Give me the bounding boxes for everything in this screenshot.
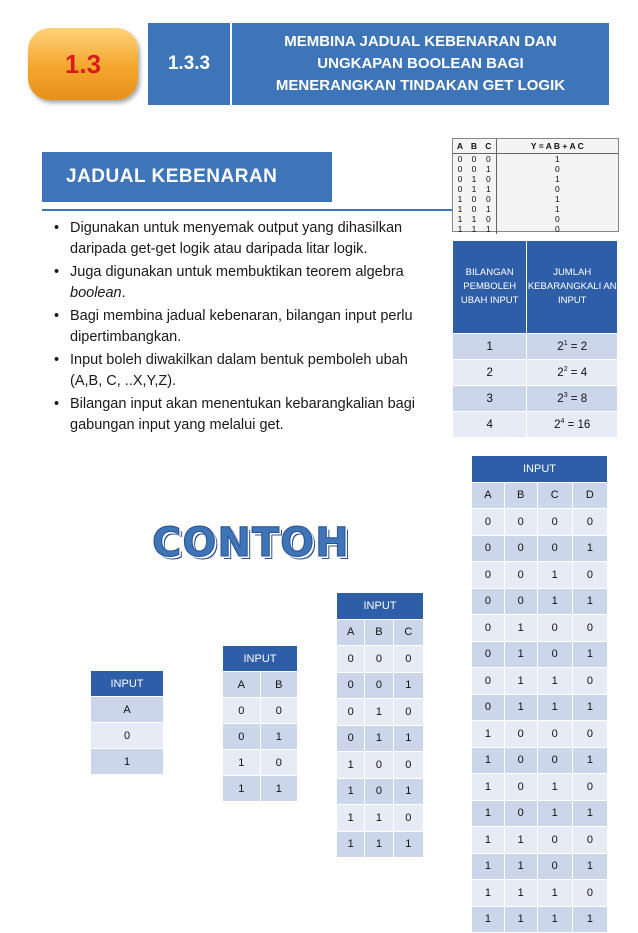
column-header: C <box>537 482 572 509</box>
table-cell: 1 <box>365 699 393 726</box>
table-row <box>453 224 618 234</box>
table-cell: 1 <box>504 853 537 880</box>
table-cell: 1 <box>472 774 505 801</box>
table-row <box>472 694 608 721</box>
table-row <box>472 853 608 880</box>
table-cell: 1 <box>337 752 365 779</box>
header-row <box>472 482 608 509</box>
table-cell: 1 <box>91 749 164 775</box>
header-row <box>223 672 298 698</box>
table-cell: 0 <box>481 154 496 165</box>
table-cell: 0 <box>537 827 572 854</box>
table-cell: 0 <box>260 750 298 776</box>
table-cell: 1 <box>337 831 365 858</box>
table-cell: 3 <box>453 386 527 412</box>
table-cell: 0 <box>537 509 572 536</box>
table-row <box>453 214 618 224</box>
table-cell: 0 <box>537 747 572 774</box>
table-row <box>472 641 608 668</box>
bullet-item <box>54 350 444 392</box>
table-cell: 0 <box>554 184 560 194</box>
table-cell: 0 <box>537 853 572 880</box>
table-cell: 1 <box>365 831 393 858</box>
table-cell: 1 <box>554 204 560 214</box>
table-cell: 0 <box>504 562 537 589</box>
table-title: INPUT <box>91 671 164 697</box>
table-cell: 0 <box>472 509 505 536</box>
table-title: INPUT <box>337 593 424 620</box>
table-cell: 0 <box>91 723 164 749</box>
table-cell: 1 <box>537 774 572 801</box>
table-row <box>223 750 298 776</box>
table-cell: 0 <box>572 721 607 748</box>
table-cell: 0 <box>554 214 560 224</box>
table-row <box>453 334 618 360</box>
table-cell: 0 <box>457 164 463 174</box>
table-cell: 0 <box>337 646 365 673</box>
column-header: B <box>260 672 298 698</box>
table-cell: 1 <box>457 204 463 214</box>
table-cell: 1 <box>572 906 607 933</box>
table-cell: 1 <box>472 747 505 774</box>
table-row <box>337 646 424 673</box>
table-cell: 1 <box>472 800 505 827</box>
table-cell: 1 <box>337 778 365 805</box>
table-cell: 1 <box>223 750 261 776</box>
table-cell: 1 <box>537 588 572 615</box>
table-cell: 1 <box>393 672 423 699</box>
table-cell: 1 <box>481 224 496 234</box>
input-table-2 <box>222 645 298 802</box>
table-row <box>453 174 618 184</box>
table-cell: 0 <box>223 698 261 724</box>
table-cell: 1 <box>504 906 537 933</box>
title-line: MENERANGKAN TINDAKAN GET LOGIK <box>275 77 566 94</box>
table-cell: 0 <box>393 646 423 673</box>
column-header: C <box>393 619 423 646</box>
table-cell: 0 <box>223 724 261 750</box>
column-header: A <box>91 697 164 723</box>
table-cell: 0 <box>572 509 607 536</box>
table-cell: 0 <box>337 725 365 752</box>
table-cell: 1 <box>572 535 607 562</box>
table-cell: 1 <box>393 831 423 858</box>
table-cell: 1 <box>457 224 463 234</box>
table-cell: 0 <box>337 672 365 699</box>
table-cell: 0 <box>365 752 393 779</box>
table-row <box>453 184 618 194</box>
table-cell: 0 <box>572 774 607 801</box>
table-cell: 1 <box>572 853 607 880</box>
table-cell: 0 <box>457 154 463 164</box>
table-cell: 0 <box>537 615 572 642</box>
table-cell: 1 <box>572 641 607 668</box>
table-cell: 0 <box>393 699 423 726</box>
table-row <box>337 699 424 726</box>
table-cell: 1 <box>572 747 607 774</box>
table-cell: 1 <box>393 725 423 752</box>
table-cell: 0 <box>471 204 477 214</box>
table-row <box>337 725 424 752</box>
table-cell: 1 <box>337 805 365 832</box>
heading-text: JADUAL KEBENARAN <box>66 166 278 187</box>
table-cell: 0 <box>365 778 393 805</box>
table-cell: 0 <box>365 672 393 699</box>
title-row <box>91 671 164 697</box>
title-row <box>223 646 298 672</box>
column-header: A <box>453 139 467 154</box>
table-cell: 0 <box>472 562 505 589</box>
table-cell: 0 <box>504 747 537 774</box>
column-header: A <box>472 482 505 509</box>
table-cell: 0 <box>393 805 423 832</box>
table-cell: 0 <box>337 699 365 726</box>
table-cell: 0 <box>504 535 537 562</box>
table-cell: 0 <box>537 721 572 748</box>
table-row <box>472 827 608 854</box>
table-row <box>472 774 608 801</box>
table-cell: 0 <box>572 668 607 695</box>
table-cell: 0 <box>260 698 298 724</box>
input-table-3 <box>336 592 424 858</box>
input-table-4 <box>471 455 608 933</box>
table-cell: 1 <box>481 164 496 174</box>
input-table-1 <box>90 670 164 775</box>
header-row <box>337 619 424 646</box>
table-row <box>472 615 608 642</box>
table-row <box>453 360 618 386</box>
title-line: MEMBINA JADUAL KEBENARAN DAN <box>284 33 557 50</box>
table-cell: 1 <box>260 776 298 802</box>
bullet-text: Bagi membina jadual kebenaran, bilangan input perlu dipertimbangkan. <box>70 308 413 345</box>
column-header: C <box>481 139 496 154</box>
table-cell: 1 <box>537 800 572 827</box>
header-row <box>91 697 164 723</box>
table-cell: 0 <box>504 588 537 615</box>
bullet-item <box>54 394 444 436</box>
table-cell: 1 <box>572 588 607 615</box>
table-cell: 1 <box>472 880 505 907</box>
column-header: BILANGAN PEMBOLEH UBAH INPUT <box>453 241 527 334</box>
bullet-text: Digunakan untuk menyemak output yang dihasilkan daripada get-get logik atau daripada litar logik. <box>70 220 403 257</box>
bullet-text: Bilangan input akan menentukan kebarangkalian bagi gabungan input yang melalui get. <box>70 396 416 433</box>
table-row <box>91 749 164 775</box>
table-cell: $2^3 = 8$ <box>527 386 618 412</box>
table-row <box>223 698 298 724</box>
exponent: 1 <box>563 340 568 348</box>
bullet-text: Input boleh diwakilkan dalam bentuk pemboleh ubah (A,B, C, ..X,Y,Z). <box>70 352 408 389</box>
table-cell: 0 <box>504 800 537 827</box>
table-cell: 1 <box>471 214 477 224</box>
table-title: INPUT <box>223 646 298 672</box>
table-row <box>472 562 608 589</box>
table-cell: 1 <box>481 204 496 214</box>
table-title: INPUT <box>472 456 608 483</box>
table-cell: 4 <box>453 412 527 438</box>
table-row <box>91 723 164 749</box>
table-row <box>472 906 608 933</box>
table-row <box>223 776 298 802</box>
table-cell: 0 <box>393 752 423 779</box>
section-number: 1.3.3 <box>167 53 211 74</box>
table-cell: 0 <box>471 164 477 174</box>
table-cell: 1 <box>472 853 505 880</box>
table-cell: 1 <box>504 668 537 695</box>
table-cell: 1 <box>554 154 560 164</box>
table-cell: 0 <box>572 880 607 907</box>
table-cell: 1 <box>471 174 477 184</box>
column-header: D <box>572 482 607 509</box>
table-row <box>337 778 424 805</box>
chapter-number: 1.3 <box>64 48 102 79</box>
truth-table-image <box>452 138 619 232</box>
column-header: B <box>467 139 481 154</box>
bullet-text: Juga digunakan untuk membuktikan teorem algebra boolean. <box>70 264 404 301</box>
table-cell: 1 <box>537 880 572 907</box>
column-header: B <box>504 482 537 509</box>
table-cell: 0 <box>554 164 560 174</box>
table-cell: 0 <box>572 615 607 642</box>
section-number-box <box>148 23 230 105</box>
table-row <box>472 747 608 774</box>
table-cell: $2^4 = 16$ <box>527 412 618 438</box>
column-header: A <box>337 619 365 646</box>
table-row <box>453 194 618 204</box>
section-title-box <box>232 23 609 105</box>
table-cell: 1 <box>504 641 537 668</box>
table-cell: 1 <box>537 562 572 589</box>
table-row <box>337 752 424 779</box>
table-cell: 0 <box>504 774 537 801</box>
table-cell: 1 <box>453 334 527 360</box>
column-header: A <box>223 672 261 698</box>
table-row <box>453 204 618 214</box>
exponent: 4 <box>560 418 565 426</box>
example-heading: CONTOH <box>152 520 350 566</box>
table-cell: 1 <box>393 778 423 805</box>
table-cell: 1 <box>365 725 393 752</box>
table-row <box>472 880 608 907</box>
table-cell: 0 <box>504 721 537 748</box>
bullet-item <box>54 306 444 348</box>
bullet-item <box>54 262 444 304</box>
bullet-item <box>54 218 444 260</box>
table-cell: 0 <box>472 535 505 562</box>
divider <box>42 209 452 211</box>
table-cell: 0 <box>481 214 496 224</box>
chapter-badge <box>28 28 138 100</box>
table-cell: 0 <box>457 184 463 194</box>
table-cell: 0 <box>481 174 496 184</box>
table-row <box>337 805 424 832</box>
table-cell: 2 <box>453 360 527 386</box>
table-cell: 1 <box>472 906 505 933</box>
truth-table-example <box>453 139 618 234</box>
table-cell: 0 <box>572 827 607 854</box>
bullet-list <box>54 218 444 438</box>
table-cell: 0 <box>471 154 477 164</box>
table-cell: 0 <box>481 194 496 204</box>
table-cell: 0 <box>457 174 463 184</box>
table-row <box>223 724 298 750</box>
table-row <box>472 588 608 615</box>
table-cell: 1 <box>457 214 463 224</box>
table-cell: 1 <box>457 194 463 204</box>
table-cell: 1 <box>572 694 607 721</box>
table-row <box>472 509 608 536</box>
table-row <box>453 154 618 165</box>
table-cell: 1 <box>537 668 572 695</box>
table-row <box>337 672 424 699</box>
table-row <box>453 164 618 174</box>
table-cell: 1 <box>504 615 537 642</box>
table-cell: 0 <box>472 668 505 695</box>
table-cell: 1 <box>472 721 505 748</box>
table-cell: 0 <box>572 562 607 589</box>
table-cell: 0 <box>472 694 505 721</box>
table-row <box>472 721 608 748</box>
title-row <box>472 456 608 483</box>
table-cell: 1 <box>504 827 537 854</box>
table-cell: 1 <box>537 694 572 721</box>
table-cell: 0 <box>472 615 505 642</box>
table-cell: 1 <box>554 194 560 204</box>
exponent: 3 <box>563 392 568 400</box>
table-row <box>453 386 618 412</box>
exponent: 2 <box>563 366 568 374</box>
table-cell: 1 <box>365 805 393 832</box>
header-row <box>453 139 618 154</box>
table-cell: 1 <box>223 776 261 802</box>
column-header: B <box>365 619 393 646</box>
table-cell: 1 <box>481 184 496 194</box>
table-cell: 1 <box>471 224 477 234</box>
table-cell: 1 <box>504 880 537 907</box>
table-row <box>337 831 424 858</box>
table-cell: 1 <box>260 724 298 750</box>
table-cell: 1 <box>471 184 477 194</box>
input-combination-table <box>452 240 618 438</box>
table-cell: 0 <box>471 194 477 204</box>
table-row <box>472 535 608 562</box>
table-cell: $2^2 = 4$ <box>527 360 618 386</box>
heading-banner <box>42 152 332 202</box>
table-cell: 0 <box>554 224 560 234</box>
column-header: Y = A B + A C <box>496 139 618 154</box>
table-cell: 0 <box>365 646 393 673</box>
table-cell: $2^1 = 2$ <box>527 334 618 360</box>
table-row <box>472 800 608 827</box>
table-cell: 0 <box>472 588 505 615</box>
table-cell: 0 <box>537 641 572 668</box>
column-header: JUMLAH KEBARANGKALI AN INPUT <box>527 241 618 334</box>
table-row <box>472 668 608 695</box>
table-cell: 1 <box>504 694 537 721</box>
title-row <box>337 593 424 620</box>
table-cell: 0 <box>472 641 505 668</box>
table-row <box>453 412 618 438</box>
table-cell: 1 <box>537 906 572 933</box>
table-cell: 1 <box>572 800 607 827</box>
title-line: UNGKAPAN BOOLEAN BAGI <box>317 55 524 72</box>
table-cell: 0 <box>504 509 537 536</box>
table-cell: 1 <box>554 174 560 184</box>
table-cell: 1 <box>472 827 505 854</box>
table-cell: 0 <box>537 535 572 562</box>
